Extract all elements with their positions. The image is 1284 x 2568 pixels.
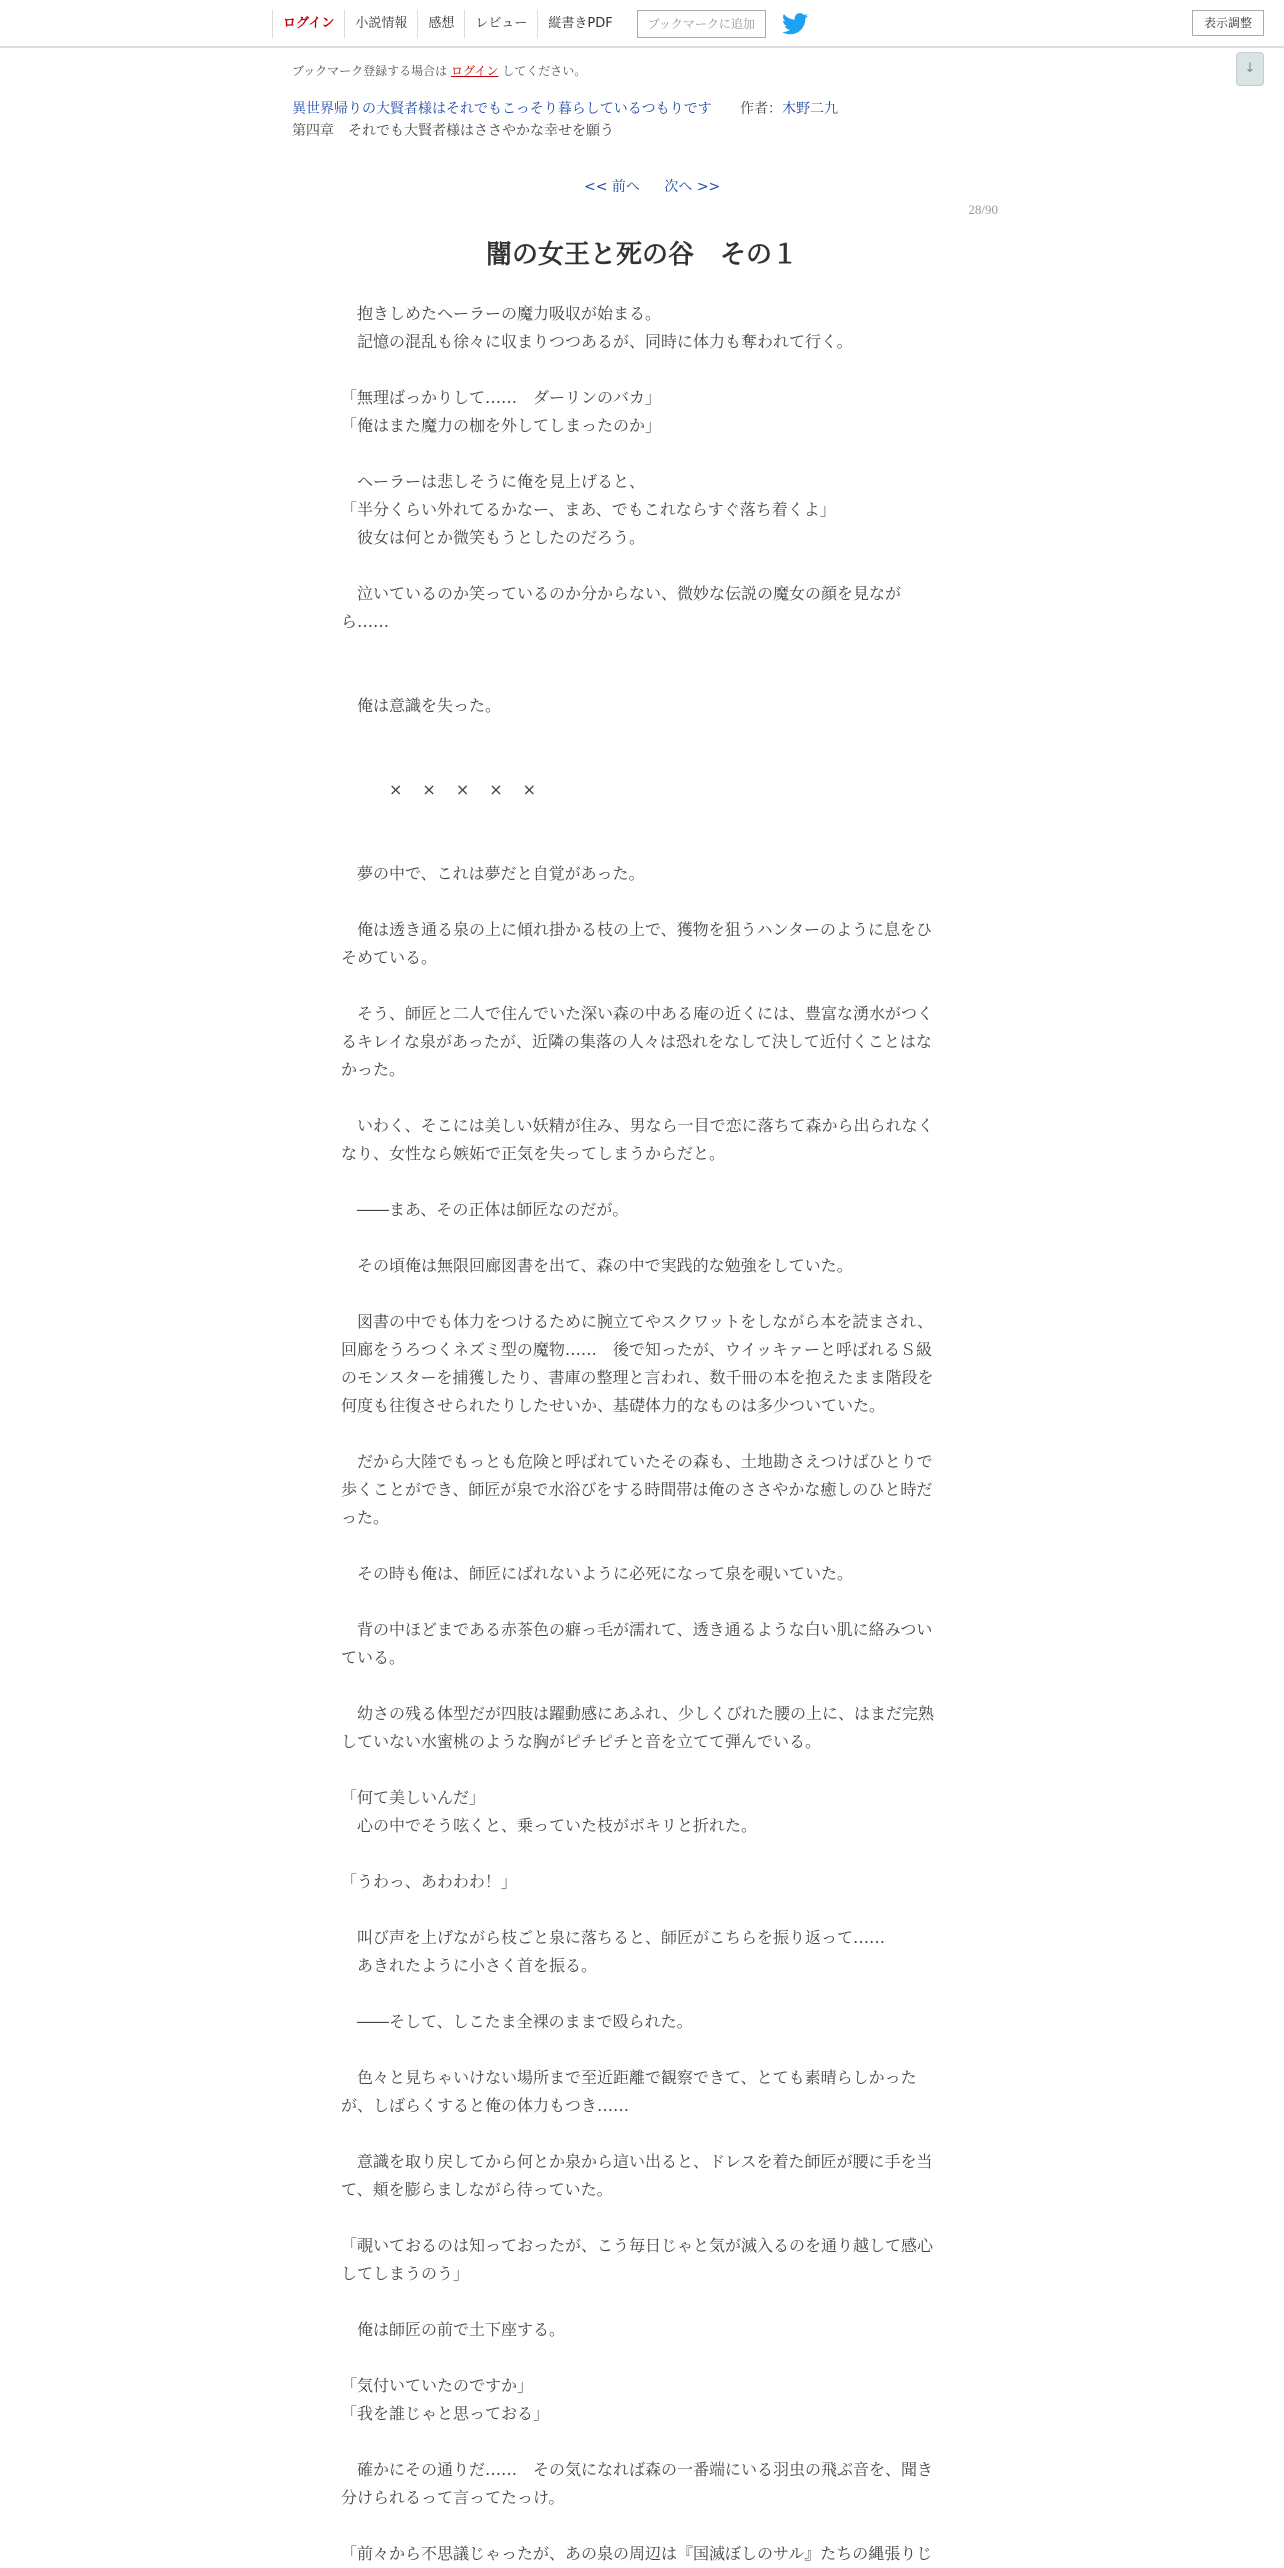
bookmark-login-note: [292, 62, 586, 79]
body-line: [341, 440, 945, 468]
body-line: 「覗いておるのは知っておったが、こう毎日じゃと気が滅入るのを通り越して感心 してしまうのう」: [341, 2236, 934, 2283]
body-line: 「何て美しいんだ」: [341, 1788, 486, 1807]
body-line: [341, 1420, 945, 1448]
body-line: [341, 1840, 945, 1868]
body-line: 「俺はまた魔力の枷を外してしまったのか」: [341, 416, 662, 435]
body-line: 「無理ばっかりして…… ダーリンのバカ」: [341, 388, 662, 407]
body-line: [341, 2288, 945, 2316]
body-line: [341, 2344, 945, 2372]
body-line: × × × × ×: [389, 780, 539, 799]
bookmark-note-text-after: してください。: [502, 64, 587, 78]
body-line: 色々と見ちゃいけない場所まで至近距離で観察できて、とても素晴らしかった が、しばらくすると俺の体力もつき……: [341, 2068, 917, 2115]
prev-episode-link[interactable]: << 前へ: [584, 179, 640, 195]
top-navigation-bar: [0, 0, 1284, 48]
bookmark-note-text: ブックマーク登録する場合は: [292, 64, 448, 78]
nav-novel-info-link[interactable]: 小説情報: [344, 10, 417, 38]
body-line: [341, 832, 945, 860]
body-line: [341, 972, 945, 1000]
body-line: [341, 2204, 945, 2232]
body-line: [341, 1224, 945, 1252]
body-line: 抱きしめたヘーラーの魔力吸収が始まる。: [341, 304, 662, 323]
body-line: 俺は意識を失った。: [341, 696, 502, 715]
body-line: 確かにその通りだ…… その気になれば森の一番端にいる羽虫の飛ぶ音を、聞き 分けられるって言ってたっけ。: [341, 2460, 934, 2507]
body-line: 背の中ほどまである赤茶色の癖っ毛が濡れて、透き通るような白い肌に絡みつい ている。: [341, 1620, 933, 1667]
body-line: 「気付いていたのですか」: [341, 2376, 534, 2395]
body-line: [341, 1980, 945, 2008]
body-line: [341, 1896, 945, 1924]
nav-review-link[interactable]: レビュー: [464, 10, 537, 38]
body-line: あきれたように小さく首を振る。: [341, 1956, 598, 1975]
body-line: [341, 2120, 945, 2148]
scroll-down-icon[interactable]: ↓: [1236, 52, 1264, 86]
body-line: ヘーラーは悲しそうに俺を見上げると、: [341, 472, 646, 491]
author-link[interactable]: 木野二九: [782, 101, 839, 117]
display-adjust-button[interactable]: 表示調整: [1192, 10, 1264, 36]
body-line: 叫び声を上げながら枝ごと泉に落ちると、師匠がこちらを振り返って……: [341, 1928, 886, 1947]
episode-counter: 28/90: [968, 202, 998, 217]
global-nav: [272, 10, 808, 38]
body-line: 「半分くらい外れてるかなー、まあ、でもこれならすぐ落ち着くよ」: [341, 500, 836, 519]
nav-login-link[interactable]: ログイン: [272, 10, 344, 38]
body-line: 幼さの残る体型だが四肢は躍動感にあふれ、少しくびれた腰の上に、はまだ完熟 していない水蜜桃のような胸がピチピチと音を立てて弾んでいる。: [341, 1704, 934, 1751]
body-line: 俺は師匠の前で土下座する。: [341, 2320, 566, 2339]
body-line: 泣いているのか笑っているのか分からない、微妙な伝説の魔女の顔を見なが ら……: [341, 584, 902, 631]
body-line: 「我を誰じゃと思っておる」: [341, 2404, 550, 2423]
body-line: [341, 748, 945, 776]
body-line: 「うわっ、あわわわ！」: [341, 1872, 517, 1891]
nav-impressions-link[interactable]: 感想: [417, 10, 464, 38]
body-line: そう、師匠と二人で住んでいた深い森の中ある庵の近くには、豊富な湧水がつく るキレイな泉があったが、近隣の集落の人々は恐れをなして決して近付くことはな かった。: [341, 1004, 934, 1079]
body-line: [341, 1168, 945, 1196]
body-line: ――そして、しこたま全裸のままで殴られた。: [341, 2012, 693, 2031]
body-line: [341, 356, 945, 384]
body-line: 記憶の混乱も徐々に収まりつつあるが、同時に体力も奪われて行く。: [341, 332, 853, 351]
next-episode-link[interactable]: 次へ >>: [664, 179, 721, 195]
body-line: ――まあ、その正体は師匠なのだが。: [341, 1200, 629, 1219]
body-line: [341, 636, 945, 664]
body-line: [341, 1756, 945, 1784]
body-line: [341, 1532, 945, 1560]
body-line: その頃俺は無限回廊図書を出て、森の中で実践的な勉強をしていた。: [341, 1256, 853, 1275]
series-title-link[interactable]: 異世界帰りの大賢者様はそれでもこっそり暮らしているつもりです: [292, 101, 712, 117]
author-label: 作者：: [740, 101, 783, 117]
body-line: 俺は透き通る泉の上に傾れ掛かる枝の上で、獲物を狙うハンターのように息をひ そめている。: [341, 920, 933, 967]
body-line: [341, 2512, 945, 2540]
body-line: 図書の中でも体力をつけるために腕立てやスクワットをしながら本を読まされ、 回廊をうろつくネズミ型の魔物…… 後で知ったが、ウイッキァーと呼ばれるＳ級 のモンスターを捕獲したり、書庫の整理と言われ、数千冊の本を抱えたまま階段を 何度も往復させられたりしたせいか、基礎体力的なものは多少ついていた。: [341, 1312, 934, 1415]
body-line: その時も俺は、師匠にばれないように必死になって泉を覗いていた。: [341, 1564, 854, 1583]
body-line: [341, 1672, 945, 1700]
body-line: 夢の中で、これは夢だと自覚があった。: [341, 864, 645, 883]
series-info: [292, 98, 838, 118]
twitter-bird-icon[interactable]: [782, 13, 808, 35]
body-line: [341, 1280, 945, 1308]
body-line: [341, 888, 945, 916]
body-line: [341, 720, 945, 748]
nav-vertical-pdf-link[interactable]: 縦書きPDF: [537, 10, 622, 38]
body-line: だから大陸でもっとも危険と呼ばれていたその森も、土地勘さえつけばひとりで 歩くことができ、師匠が泉で水浴びをする時間帯は俺のささやかな癒しのひと時だ った。: [341, 1452, 933, 1527]
body-line: 「前々から不思議じゃったが、あの泉の周辺は『国滅ぼしのサル』たちの縄張りじ: [341, 2544, 933, 2563]
body-line: [341, 1084, 945, 1112]
bookmark-note-login-link[interactable]: ログイン: [451, 64, 499, 78]
body-line: [341, 804, 945, 832]
episode-title: 闇の女王と死の谷 その１: [485, 240, 798, 270]
body-line: いわく、そこには美しい妖精が住み、男なら一目で恋に落ちて森から出られなく なり、女性なら嫉妬で正気を失ってしまうからだと。: [341, 1116, 934, 1163]
chapter-title: 第四章 それでも大賢者様はささやかな幸せを願う: [292, 123, 614, 139]
body-line: [341, 552, 945, 580]
body-line: [341, 2428, 945, 2456]
body-line: 心の中でそう呟くと、乗っていた枝がボキリと折れた。: [341, 1816, 758, 1835]
add-bookmark-button[interactable]: ブックマークに追加: [637, 10, 766, 38]
episode-pager: [584, 176, 720, 196]
body-line: 意識を取り戻してから何とか泉から這い出ると、ドレスを着た師匠が腰に手を当 て、頬を膨らましながら待っていた。: [341, 2152, 933, 2199]
body-line: 彼女は何とか微笑もうとしたのだろう。: [341, 528, 646, 547]
body-line: [341, 1588, 945, 1616]
body-line: [341, 664, 945, 692]
novel-body-text: [341, 300, 945, 2568]
body-line: [341, 2036, 945, 2064]
